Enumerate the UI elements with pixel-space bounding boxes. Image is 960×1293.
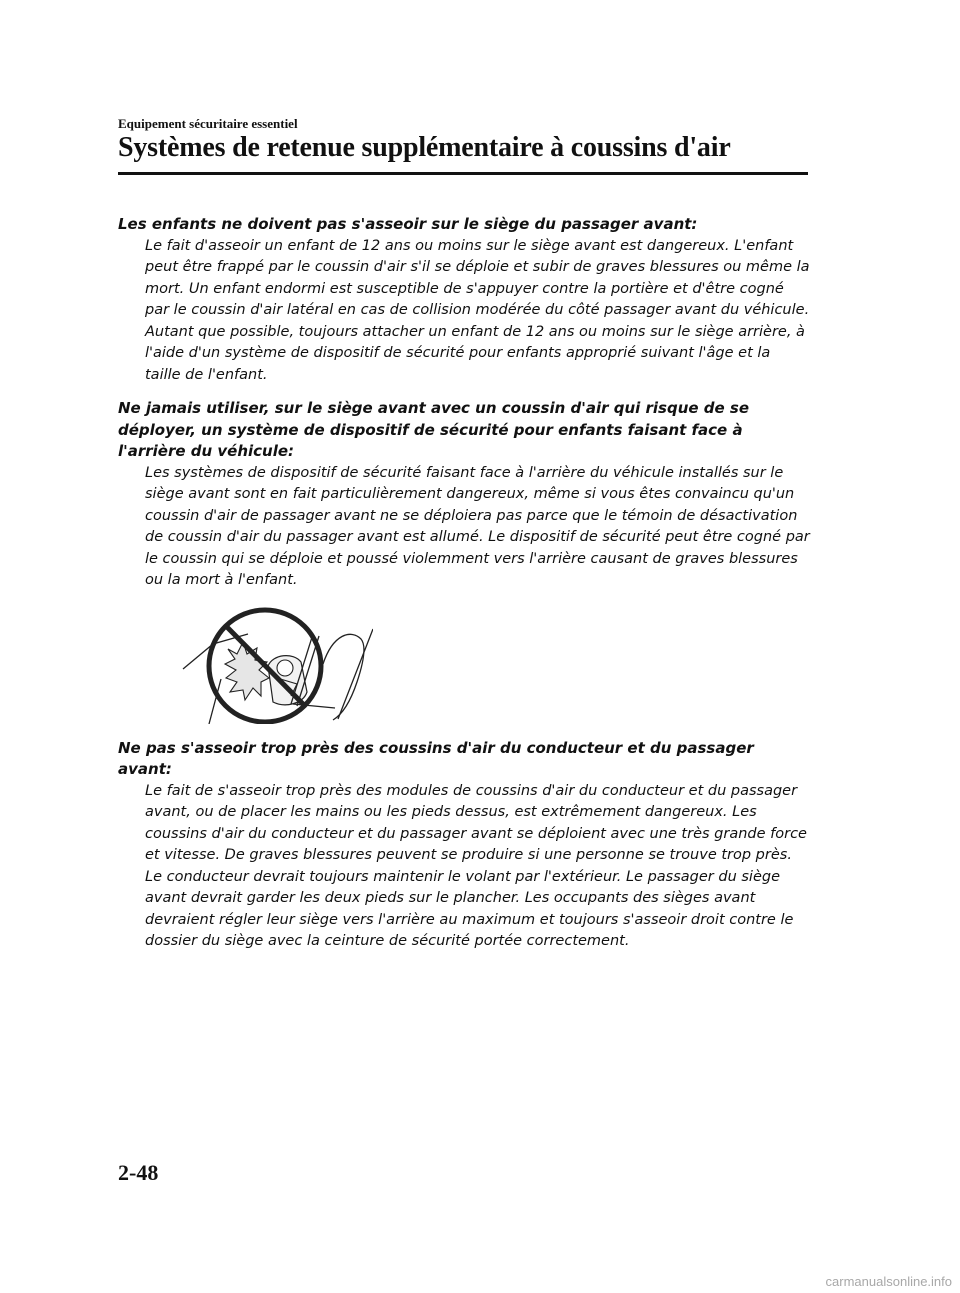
page-content xyxy=(118,214,810,965)
warning-sit-too-close xyxy=(118,738,810,953)
warning-heading: Ne jamais utiliser, sur le siège avant avec un coussin d'air qui risque de se déployer, un système de dispositif de sécurité pour enfants faisant face à l'arrière du véhicule: xyxy=(118,399,750,460)
header-divider xyxy=(118,172,808,175)
section-label: Equipement sécuritaire essentiel xyxy=(118,116,298,131)
prohibited-rear-facing-child-seat-icon xyxy=(173,604,373,724)
warning-heading: Ne pas s'asseoir trop près des coussins d'air du conducteur et du passager avant: xyxy=(118,738,754,778)
warning-body: Les systèmes de dispositif de sécurité faisant face à l'arrière du véhicule installés sur le siège avant sont en fait particulièrement dangereux, même si vous êtes convaincu qu'un coussin d'air de passager avant ne se déploiera pas parce que le témoin de désactivation de coussin d'air du passager avant est allumé. Le dispositif de sécurité peut être cogné par le coussin qui se déploie et poussé violemment vers l'arrière causant de graves blessures ou la mort à l'enfant. xyxy=(145,464,810,588)
warning-body: Le fait d'asseoir un enfant de 12 ans ou moins sur le siège avant est dangereux. L'enfant peut être frappé par le coussin d'air s'il se déploie et subir de graves blessures ou même la mort. Un enfant endormi est susceptible de s'appuyer contre la portière et d'être cogné par le coussin d'air latéral en cas de collision modérée du côté passager avant du véhicule. Autant que possible, toujours attacher un enfant de 12 ans ou moins sur le siège arrière, à l'aide d'un système de dispositif de sécurité pour enfants approprié suivant l'âge et la taille de l'enfant. xyxy=(145,237,810,383)
warning-rear-facing-seat xyxy=(118,398,810,592)
watermark: carmanualsonline.info xyxy=(825,1274,952,1289)
page-number: 2-48 xyxy=(118,1160,159,1185)
warning-children-front-seat xyxy=(118,214,810,386)
illustration xyxy=(118,604,810,724)
warning-body: Le fait de s'asseoir trop près des modules de coussins d'air du conducteur et du passager avant, ou de placer les mains ou les pieds dessus, est extrêmement dangereux. Les coussins d'air du conducteur et du passager avant se déploient avec une très grande force et vitesse. De graves blessures peuvent se produire si une personne se trouve trop près. Le conducteur devrait toujours maintenir le volant par l'extérieur. Le passager du siège avant devrait garder les deux pieds sur le plancher. Les occupants des sièges avant devraient régler leur siège vers l'arrière au maximum et toujours s'asseoir droit contre le dossier du siège avec la ceinture de sécurité portée correctement. xyxy=(145,782,807,949)
page-title: Systèmes de retenue supplémentaire à coussins d'air xyxy=(118,132,731,163)
warning-heading: Les enfants ne doivent pas s'asseoir sur le siège du passager avant: xyxy=(118,215,698,233)
